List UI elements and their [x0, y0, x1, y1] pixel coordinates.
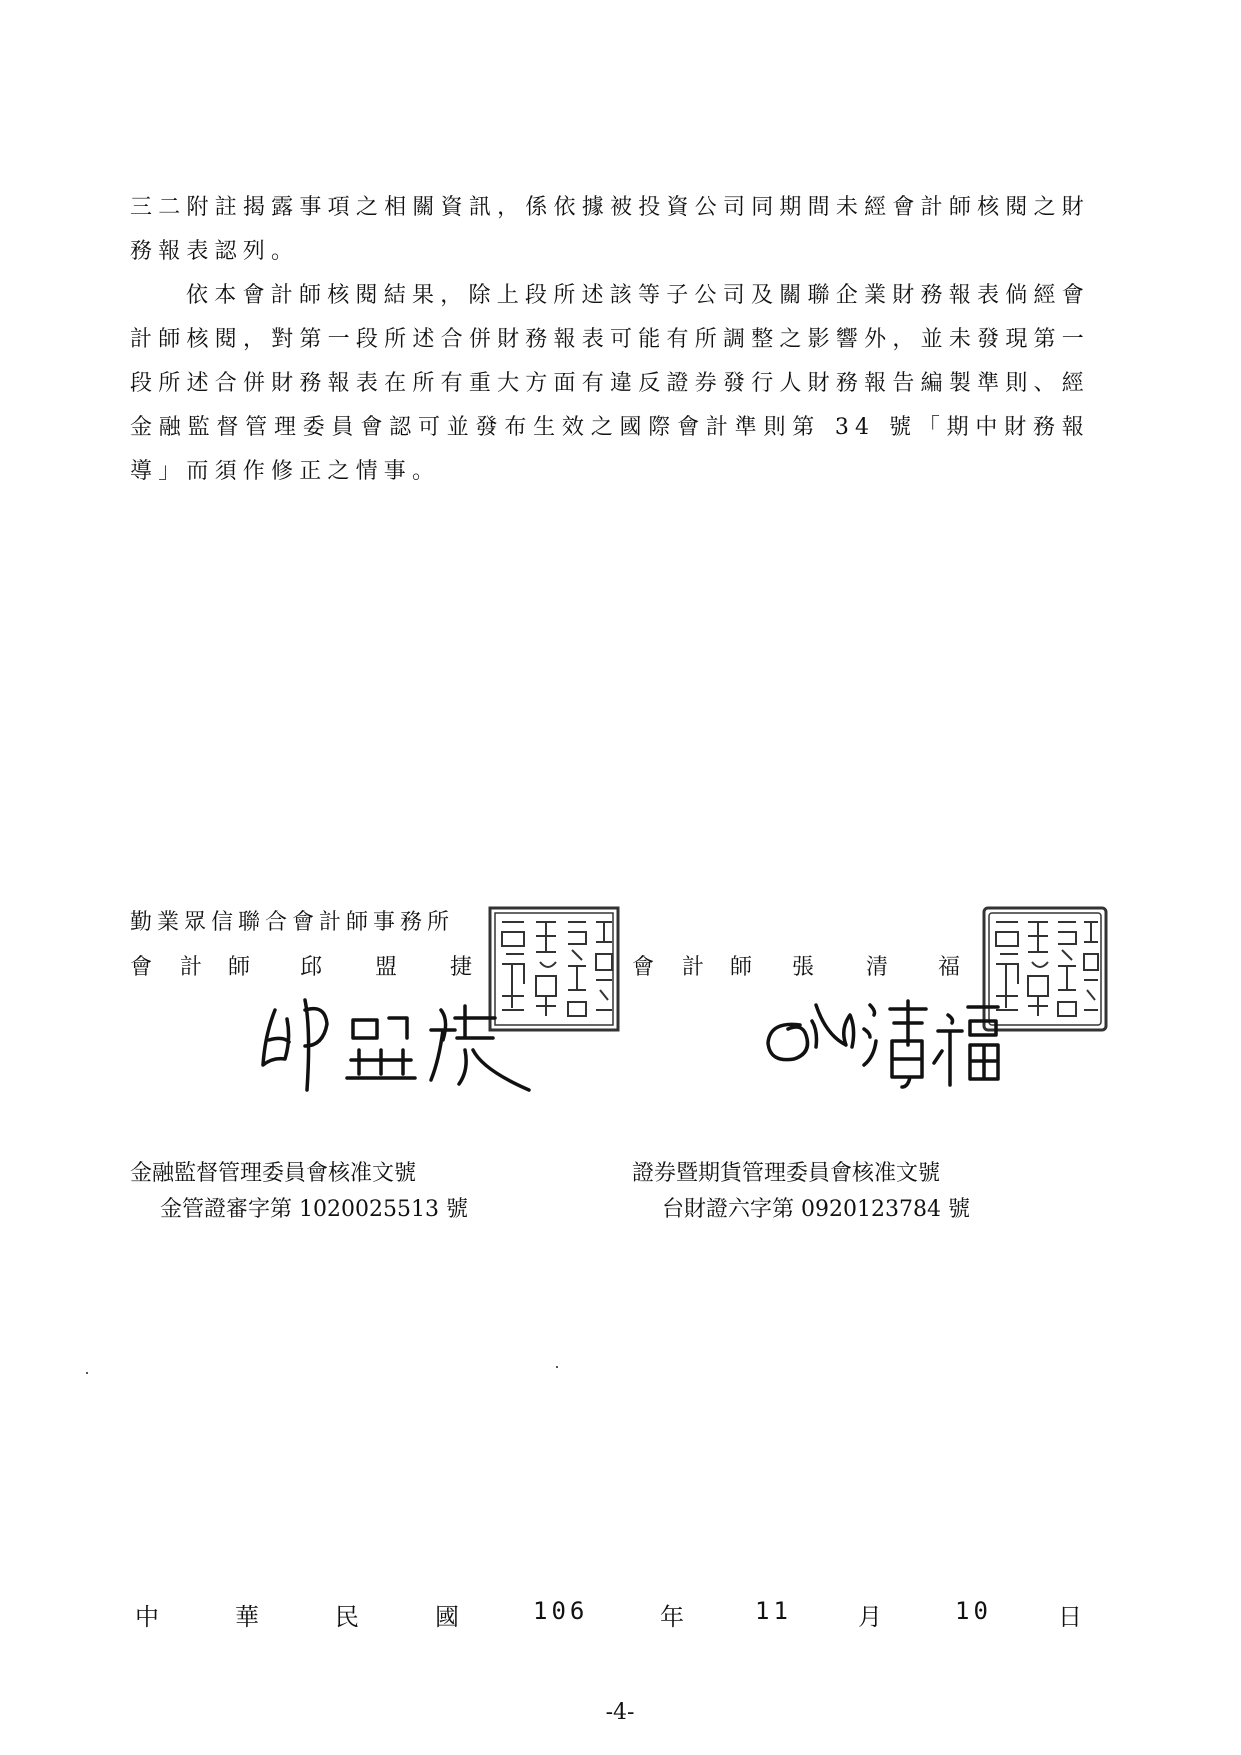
date-month: 11: [755, 1597, 792, 1625]
paragraph-continuation: 三二附註揭露事項之相關資訊，係依據被投資公司同期間未經會計師核閱之財務報表認列。: [130, 195, 1090, 264]
auditor-1-name-char-2: 盟: [375, 955, 398, 980]
auditor-1-name-char-3: 捷: [450, 955, 473, 980]
scan-speck: [86, 1372, 88, 1374]
date-char-1: 中: [135, 1603, 159, 1631]
auditor-2-name-char-3: 福: [938, 955, 961, 980]
license-left-number: 金管證審字第 1020025513 號: [160, 1197, 468, 1222]
page-number: -4-: [605, 1700, 635, 1725]
auditor-2-name-char-2: 清: [866, 955, 889, 980]
auditor-2-name-char-1: 張: [792, 955, 815, 980]
auditor-1-name-char-1: 邱: [300, 955, 323, 980]
paragraph-review-conclusion: 依本會計師核閱結果，除上段所述該等子公司及關聯企業財務報表倘經會計師核閱，對第一段所述合併財務報表可能有所調整之影響外，並未發現第一段所述合併財務報表在所有重大方面有違反證券發行人財務報告編製準則、經金融監督管理委員會認可並發布生效之國際會計準則第 34 號「期中財務報導」而須作修正之情事。: [130, 283, 1090, 484]
auditor-2-title-char-3: 師: [730, 955, 753, 980]
date-char-2: 華: [235, 1603, 259, 1631]
date-day-label: 日: [1058, 1603, 1082, 1631]
auditor-1-signature: [255, 990, 545, 1100]
date-year: 106: [533, 1597, 589, 1625]
scan-speck: [556, 1366, 558, 1368]
auditor-1-title-char-2: 計: [180, 955, 203, 980]
auditor-2-title-char-2: 計: [682, 955, 705, 980]
license-right-heading: 證券暨期貨管理委員會核准文號: [632, 1161, 941, 1186]
license-right-number: 台財證六字第 0920123784 號: [662, 1197, 970, 1222]
auditor-1-title-char-1: 會: [130, 955, 153, 980]
date-month-label: 月: [858, 1603, 882, 1631]
license-left: [130, 1156, 468, 1228]
date-char-3: 民: [335, 1603, 359, 1631]
date-year-label: 年: [660, 1603, 684, 1631]
firm-name: 勤業眾信聯合會計師事務所: [130, 910, 455, 935]
license-right: [632, 1156, 970, 1228]
date-day: 10: [955, 1597, 992, 1625]
license-left-heading: 金融監督管理委員會核准文號: [130, 1161, 417, 1186]
auditor-1-title-char-3: 師: [228, 955, 251, 980]
auditor-2-signature: [760, 985, 1010, 1095]
date-char-4: 國: [435, 1603, 459, 1631]
auditor-2-title-char-1: 會: [632, 955, 655, 980]
